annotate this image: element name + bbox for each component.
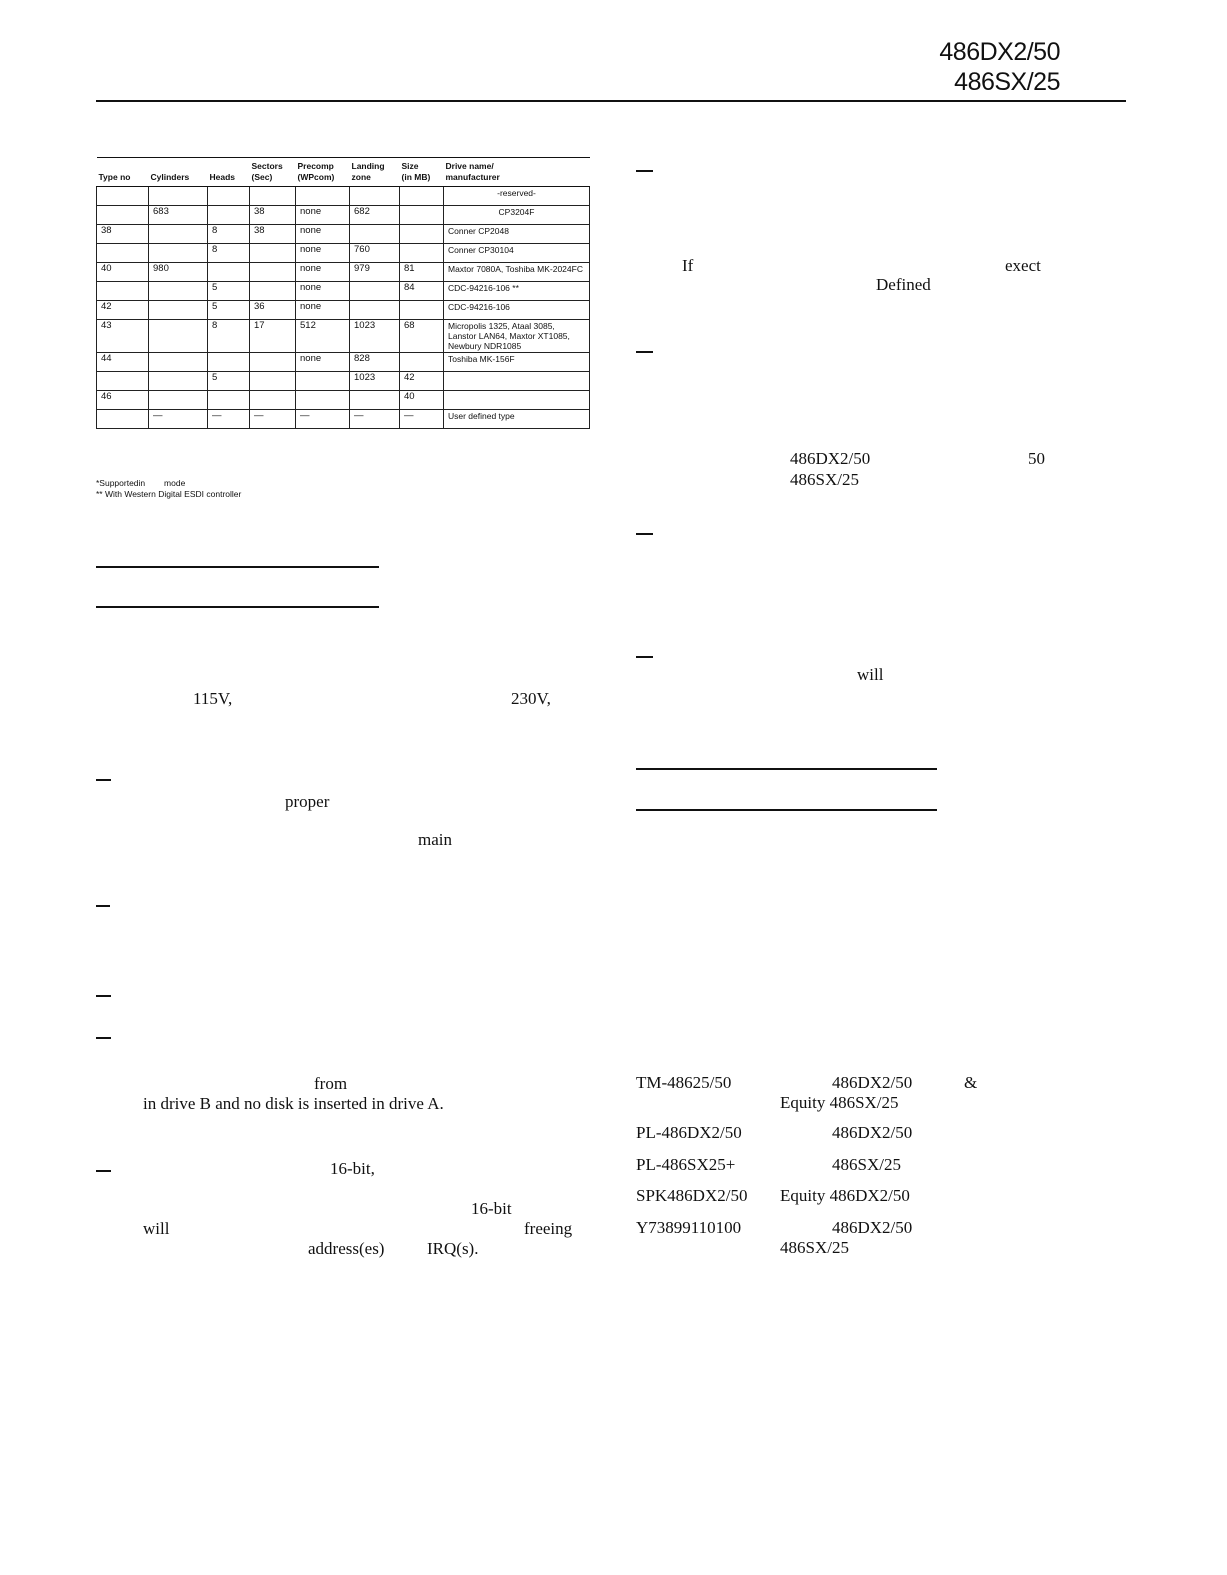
cell-type: 46 (97, 391, 149, 410)
cell-landing (350, 391, 400, 410)
cell-type (97, 410, 149, 429)
text-freeing: freeing (524, 1219, 573, 1238)
right-rule-1 (636, 768, 937, 770)
part-amp: & (964, 1073, 978, 1092)
table-footnotes (96, 478, 241, 500)
text-if: If (682, 256, 694, 275)
header-drive-top: Drive name/ (444, 158, 590, 173)
text-486sx-25: 486SX/25 (790, 470, 859, 489)
cell-cylinders (149, 353, 208, 372)
header-landing-bottom: zone (350, 172, 400, 187)
bullet-dash (96, 905, 110, 907)
cell-size: 40 (400, 391, 444, 410)
text-16bit-b: 16-bit (471, 1199, 512, 1218)
bullet-dash (636, 656, 653, 658)
cell-precomp: none (296, 244, 350, 263)
header-type-no: Type no (97, 172, 149, 187)
cell-size: 81 (400, 263, 444, 282)
cell-precomp (296, 372, 350, 391)
cell-sectors (250, 282, 296, 301)
cell-sectors: 38 (250, 206, 296, 225)
table-row (97, 244, 590, 263)
cell-heads (208, 263, 250, 282)
cell-type (97, 372, 149, 391)
cell-sectors (250, 353, 296, 372)
cell-type: 43 (97, 320, 149, 353)
table-row (97, 225, 590, 244)
footnote-western-digital: ** With Western Digital ESDI controller (96, 489, 242, 499)
cell-size (400, 353, 444, 372)
cell-type: 40 (97, 263, 149, 282)
text-address: address(es) (308, 1239, 385, 1258)
cell-sectors: 17 (250, 320, 296, 353)
text-drive-b: in drive B and no disk is inserted in drive A. (143, 1094, 444, 1113)
cell-cylinders: 980 (149, 263, 208, 282)
cell-size (400, 206, 444, 225)
table-row (97, 410, 590, 429)
cell-type (97, 244, 149, 263)
cell-size (400, 244, 444, 263)
cell-heads (208, 353, 250, 372)
cell-heads: 8 (208, 320, 250, 353)
cell-precomp: none (296, 353, 350, 372)
text-from: from (314, 1074, 348, 1093)
cell-drive-name: Conner CP30104 (444, 244, 590, 263)
cell-cylinders: — (149, 410, 208, 429)
cell-precomp: none (296, 263, 350, 282)
cell-sectors (250, 187, 296, 206)
header-cylinders: Cylinders (149, 172, 208, 187)
cell-type: 44 (97, 353, 149, 372)
text-486dx2-50: 486DX2/50 (790, 449, 871, 468)
text-50: 50 (1028, 449, 1045, 468)
table-row (97, 320, 590, 353)
cell-type (97, 187, 149, 206)
cell-drive-name: CP3204F (444, 206, 590, 225)
part-desc-extra: 486SX/25 (780, 1238, 849, 1257)
cell-drive-name: Micropolis 1325, Ataal 3085, Lanstor LAN64, Maxtor XT1085, Newbury NDR1085 (444, 320, 590, 353)
table-row (97, 301, 590, 320)
cell-heads (208, 206, 250, 225)
cell-size: 68 (400, 320, 444, 353)
cell-drive-name: Maxtor 7080A, Toshiba MK-2024FC (444, 263, 590, 282)
cell-drive-name (444, 391, 590, 410)
header-rule (96, 100, 1126, 102)
part-code: PL-486DX2/50 (636, 1123, 742, 1142)
text-230v: 230V, (511, 689, 551, 708)
cell-precomp: none (296, 206, 350, 225)
cell-heads: 5 (208, 301, 250, 320)
table-row (97, 353, 590, 372)
cell-drive-name: Toshiba MK-156F (444, 353, 590, 372)
part-desc: 486DX2/50 (832, 1123, 913, 1142)
part-desc: 486DX2/50 (832, 1218, 913, 1237)
left-rule-1 (96, 566, 379, 568)
cell-precomp: none (296, 301, 350, 320)
part-code: Y73899110100 (636, 1218, 742, 1237)
text-will-right: will (857, 665, 884, 684)
text-defined: Defined (876, 275, 931, 294)
cell-sectors (250, 372, 296, 391)
bullet-dash (96, 1037, 111, 1039)
part-desc-extra: Equity 486SX/25 (780, 1093, 899, 1112)
cell-precomp: — (296, 410, 350, 429)
cell-heads (208, 187, 250, 206)
cell-type: 38 (97, 225, 149, 244)
cell-heads: 5 (208, 282, 250, 301)
header-sectors-top: Sectors (250, 158, 296, 173)
cell-sectors (250, 263, 296, 282)
table-row (97, 282, 590, 301)
cell-drive-name (444, 372, 590, 391)
footnote-supported: *Supportedin mode (96, 478, 186, 488)
bullet-dash (96, 1170, 111, 1172)
cell-size (400, 301, 444, 320)
header-sectors-bottom: (Sec) (250, 172, 296, 187)
cell-drive-name: CDC-94216-106 (444, 301, 590, 320)
cell-size: 42 (400, 372, 444, 391)
header-drive-bottom: manufacturer (444, 172, 590, 187)
text-will: will (143, 1219, 170, 1238)
cell-sectors (250, 244, 296, 263)
cell-cylinders (149, 282, 208, 301)
cell-precomp: none (296, 282, 350, 301)
text-main: main (418, 830, 452, 849)
cell-sectors (250, 391, 296, 410)
part-desc: 486SX/25 (832, 1155, 901, 1174)
cell-heads: 5 (208, 372, 250, 391)
left-rule-2 (96, 606, 379, 608)
cell-heads: 8 (208, 244, 250, 263)
header-landing-top: Landing (350, 158, 400, 173)
part-code: TM-48625/50 (636, 1073, 732, 1092)
cell-size: — (400, 410, 444, 429)
cell-cylinders: 683 (149, 206, 208, 225)
cell-landing: 760 (350, 244, 400, 263)
part-code: PL-486SX25+ (636, 1155, 736, 1174)
part-code: SPK486DX2/50 (636, 1186, 748, 1205)
bullet-dash (636, 533, 653, 535)
cell-heads: 8 (208, 225, 250, 244)
header-size-bottom: (in MB) (400, 172, 444, 187)
cell-size: 84 (400, 282, 444, 301)
cell-cylinders (149, 187, 208, 206)
cell-cylinders (149, 320, 208, 353)
cell-landing: — (350, 410, 400, 429)
cell-heads: — (208, 410, 250, 429)
text-proper: proper (285, 792, 330, 811)
bullet-dash (636, 170, 653, 172)
cell-drive-name: CDC-94216-106 ** (444, 282, 590, 301)
cell-cylinders (149, 244, 208, 263)
part-desc: Equity 486DX2/50 (780, 1186, 910, 1205)
cell-landing: 1023 (350, 372, 400, 391)
header-precomp-top: Precomp (296, 158, 350, 173)
part-desc: 486DX2/50 (832, 1073, 913, 1092)
cell-landing (350, 225, 400, 244)
cell-landing (350, 301, 400, 320)
text-115v: 115V, (193, 689, 233, 708)
cell-type: 42 (97, 301, 149, 320)
table-row (97, 263, 590, 282)
cell-drive-name: User defined type (444, 410, 590, 429)
table-row (97, 372, 590, 391)
text-exect: exect (1005, 256, 1041, 275)
cell-cylinders (149, 225, 208, 244)
header-precomp-bottom: (WPcom) (296, 172, 350, 187)
cell-landing: 979 (350, 263, 400, 282)
cell-size (400, 187, 444, 206)
cell-landing (350, 282, 400, 301)
cell-sectors: 36 (250, 301, 296, 320)
cell-landing (350, 187, 400, 206)
bullet-dash (96, 995, 111, 997)
header-heads: Heads (208, 172, 250, 187)
cell-cylinders (149, 391, 208, 410)
cell-precomp (296, 391, 350, 410)
cell-type (97, 282, 149, 301)
header-size-top: Size (400, 158, 444, 173)
cell-landing: 1023 (350, 320, 400, 353)
table-row (97, 187, 590, 206)
cell-cylinders (149, 301, 208, 320)
cell-drive-name: -reserved- (444, 187, 590, 206)
cell-landing: 828 (350, 353, 400, 372)
table-row (97, 206, 590, 225)
cell-type (97, 206, 149, 225)
cell-landing: 682 (350, 206, 400, 225)
cell-drive-name: Conner CP2048 (444, 225, 590, 244)
header-model-line1: 486DX2/50 (939, 38, 1060, 66)
table-row (97, 391, 590, 410)
bullet-dash (636, 351, 653, 353)
bullet-dash (96, 779, 111, 781)
cell-sectors: 38 (250, 225, 296, 244)
cell-precomp: 512 (296, 320, 350, 353)
cell-sectors: — (250, 410, 296, 429)
text-16bit-a: 16-bit, (330, 1159, 375, 1178)
cell-cylinders (149, 372, 208, 391)
cell-precomp: none (296, 225, 350, 244)
drive-type-table (96, 157, 590, 429)
cell-heads (208, 391, 250, 410)
text-irq: IRQ(s). (427, 1239, 479, 1258)
cell-precomp (296, 187, 350, 206)
cell-size (400, 225, 444, 244)
header-model-line2: 486SX/25 (954, 68, 1060, 96)
right-rule-2 (636, 809, 937, 811)
